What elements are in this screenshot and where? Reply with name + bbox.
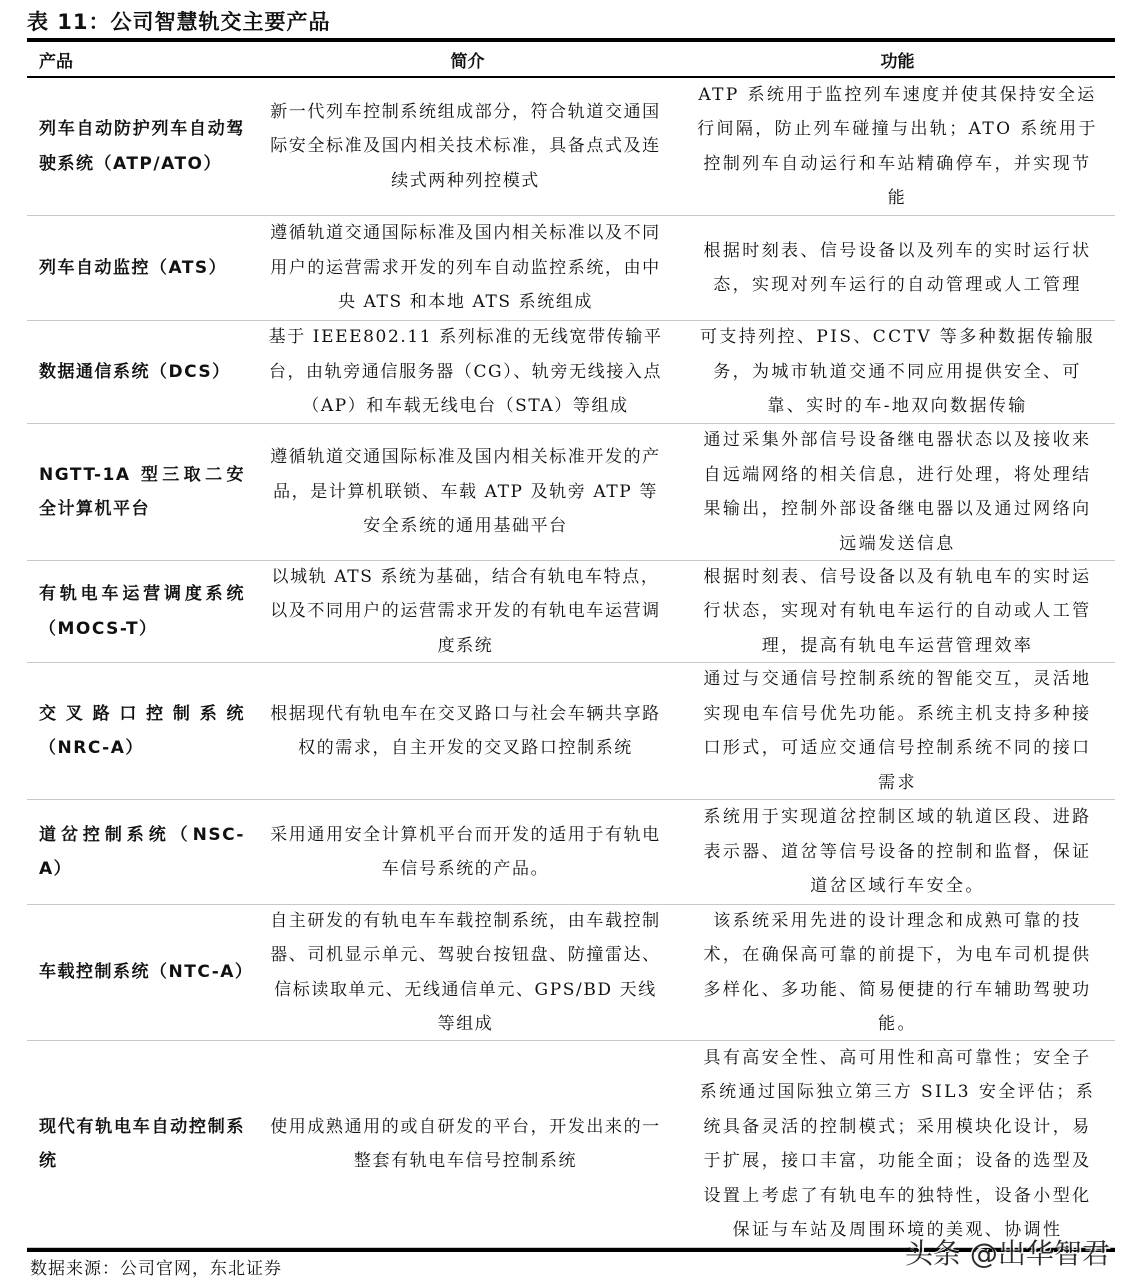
function-cell: 根据时刻表、信号设备以及有轨电车的实时运行状态，实现对有轨电车运行的自动或人工管理，提高有轨电车运营管理效率 bbox=[703, 566, 1092, 656]
function-cell: 可支持列控、PIS、CCTV 等多种数据传输服务，为城市轨道交通不同应用提供安全、可靠、实时的车-地双向数据传输 bbox=[699, 327, 1096, 417]
table-row bbox=[27, 78, 1115, 216]
product-cell: 车载控制系统（NTC-A） bbox=[39, 962, 254, 983]
table-row bbox=[27, 561, 1115, 663]
header-intro: 简介 bbox=[450, 51, 485, 72]
product-cell: 有轨电车运营调度系统（MOCS-T） bbox=[39, 584, 245, 639]
product-cell: NGTT-1A 型三取二安全计算机平台 bbox=[39, 464, 245, 519]
intro-cell: 遵循轨道交通国际标准及国内相关标准以及不同用户的运营需求开发的列车自动监控系统，由中央 ATS 和本地 ATS 系统组成 bbox=[270, 223, 661, 313]
table-header bbox=[27, 42, 1115, 76]
product-cell: 交叉路口控制系统（NRC-A） bbox=[39, 703, 245, 758]
product-cell: 列车自动监控（ATS） bbox=[39, 257, 228, 278]
table-title: 表 11：公司智慧轨交主要产品 bbox=[27, 10, 331, 34]
product-table bbox=[27, 38, 1115, 1252]
table-row bbox=[27, 321, 1115, 424]
function-cell: 系统用于实现道岔控制区域的轨道区段、进路表示器、道岔等信号设备的控制和监督，保证道岔区域行车安全。 bbox=[703, 807, 1092, 897]
data-source-note: 数据来源：公司官网，东北证券 bbox=[30, 1259, 282, 1279]
watermark: 头条 @出华智君 bbox=[905, 1237, 1110, 1270]
table-row bbox=[27, 1041, 1115, 1248]
table-row bbox=[27, 216, 1115, 321]
intro-cell: 新一代列车控制系统组成部分，符合轨道交通国际安全标准及国内相关技术标准，具备点式及连续式两种列控模式 bbox=[270, 101, 661, 191]
intro-cell: 遵循轨道交通国际标准及国内相关标准开发的产品，是计算机联锁、车载 ATP 及轨旁 ATP 等安全系统的通用基础平台 bbox=[270, 447, 661, 537]
table-row bbox=[27, 800, 1115, 905]
function-cell: 通过与交通信号控制系统的智能交互，灵活地实现电车信号优先功能。系统主机支持多种接口形式，可适应交通信号控制系统不同的接口需求 bbox=[703, 669, 1092, 793]
intro-cell: 采用通用安全计算机平台而开发的适用于有轨电车信号系统的产品。 bbox=[270, 824, 661, 879]
product-cell: 道岔控制系统（NSC-A） bbox=[39, 824, 245, 879]
product-cell: 现代有轨电车自动控制系统 bbox=[39, 1116, 245, 1171]
function-cell: 具有高安全性、高可用性和高可靠性；安全子系统通过国际独立第三方 SIL3 安全评估；系统具备灵活的控制模式；采用模块化设计，易于扩展，接口丰富，功能全面；设备的选型及设置上考虑了有轨电车的独特性，设备小型化保证与车站及周围环境的美观、协调性 bbox=[699, 1047, 1096, 1240]
intro-cell: 使用成熟通用的或自研发的平台，开发出来的一整套有轨电车信号控制系统 bbox=[270, 1116, 661, 1171]
function-cell: 根据时刻表、信号设备以及列车的实时运行状态，实现对列车运行的自动管理或人工管理 bbox=[703, 240, 1092, 295]
intro-cell: 根据现代有轨电车在交叉路口与社会车辆共享路权的需求，自主开发的交叉路口控制系统 bbox=[270, 703, 661, 758]
intro-cell: 以城轨 ATS 系统为基础，结合有轨电车特点，以及不同用户的运营需求开发的有轨电车运营调度系统 bbox=[270, 566, 661, 656]
table-row bbox=[27, 905, 1115, 1041]
product-cell: 数据通信系统（DCS） bbox=[39, 361, 231, 382]
intro-cell: 自主研发的有轨电车车载控制系统，由车载控制器、司机显示单元、驾驶台按钮盘、防撞雷达、信标读取单元、无线通信单元、GPS/BD 天线等组成 bbox=[270, 910, 661, 1034]
function-cell: 通过采集外部信号设备继电器状态以及接收来自远端网络的相关信息，进行处理，将处理结果输出，控制外部设备继电器以及通过网络向远端发送信息 bbox=[703, 430, 1092, 554]
function-cell: ATP 系统用于监控列车速度并使其保持安全运行间隔，防止列车碰撞与出轨；ATO 系统用于控制列车自动运行和车站精确停车，并实现节能 bbox=[697, 84, 1098, 208]
header-product: 产品 bbox=[39, 51, 73, 72]
table-row bbox=[27, 663, 1115, 800]
function-cell: 该系统采用先进的设计理念和成熟可靠的技术，在确保高可靠的前提下，为电车司机提供多样化、多功能、简易便捷的行车辅助驾驶功能。 bbox=[703, 910, 1092, 1034]
table-row bbox=[27, 424, 1115, 561]
product-cell: 列车自动防护列车自动驾驶系统（ATP/ATO） bbox=[39, 119, 245, 174]
header-function: 功能 bbox=[880, 51, 915, 72]
intro-cell: 基于 IEEE802.11 系列标准的无线宽带传输平台，由轨旁通信服务器（CG）、轨旁无线接入点（AP）和车载无线电台（STA）等组成 bbox=[268, 327, 663, 417]
